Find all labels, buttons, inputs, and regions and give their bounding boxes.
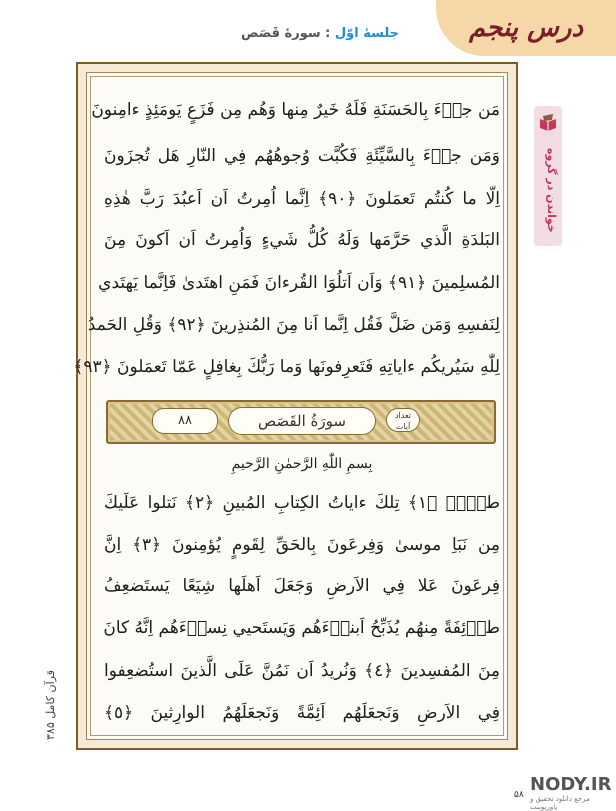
ayah-line: لِنَفسِهِ وَمَن ضَلَّ فَقُل اِنَّما اَنا مِنَ المُنذِرينَ ﴿٩٢﴾ وَقُلِ الحَمدُ — [87, 315, 500, 335]
ayah-line: طسۤمۤ ﴿١﴾ تِلكَ ءاياتُ الكِتابِ المُبينِ ﴿٢﴾ نَتلوا عَلَيكَ — [104, 493, 500, 513]
open-book-icon — [538, 112, 558, 132]
ayah-line: لِلّٰهِ سَيُريكُم ءاياتِهِ فَتَعرِفونَها وَما رَبُّكَ بِغافِلٍ عَمّا تَعمَلونَ ﴿٩٣﴾ — [73, 357, 500, 377]
lesson-title-tab — [436, 0, 616, 56]
page-number: ۵۸ — [514, 790, 524, 800]
watermark-logo — [530, 774, 612, 811]
surah-banner — [106, 400, 496, 444]
ayah-line: البَلدَةِ الَّذي حَرَّمَها وَلَهُ كُلُّ شَيءٍ وَاُمِرتُ اَن اَكونَ مِنَ — [104, 230, 500, 250]
group-reading-label: خواندن در گروه — [545, 147, 558, 233]
watermark-subtext: مرجع دانلود تحقیق و پاورپوینت — [530, 795, 590, 811]
watermark-text: NODY.IR — [530, 774, 612, 795]
group-reading-tab — [534, 106, 562, 246]
ayah-line: مِنَ المُفسِدينَ ﴿٤﴾ وَنُريدُ اَن نَمُنَّ عَلَى الَّذينَ استُضعِفوا — [104, 661, 500, 681]
surah-reference: سورهٔ قَصَص — [240, 26, 321, 41]
ayah-line: اِلّا ما كُنتُم تَعمَلونَ ﴿٩٠﴾ اِنَّما اُمِرتُ اَن اَعبُدَ رَبَّ هٰذِهِ — [104, 189, 500, 209]
ayat-count-label: تعداد آیات — [386, 408, 420, 432]
lesson-title: درس پنجم — [468, 13, 584, 43]
basmala: بِسمِ اللّٰهِ الرَّحمٰنِ الرَّحيمِ — [231, 456, 373, 472]
ayah-line: فِرعَونَ عَلا فِي الاَرضِ وَجَعَلَ اَهلَها شِيَعًا يَستَضعِفُ — [104, 576, 500, 596]
ayah-line: مَن جاۤءَ بِالحَسَنَةِ فَلَهُ خَيرٌ مِنها وَهُم مِن فَزَعٍ يَومَئِذٍ ءامِنونَ — [91, 100, 500, 120]
ayah-line: مِن نَبَاِ موسىٰ وَفِرعَونَ بِالحَقِّ لِقَومٍ يُؤمِنونَ ﴿٣﴾ اِنَّ — [104, 535, 500, 555]
session-name: جلسهٔ اوّل — [334, 26, 400, 41]
surah-name: سورَةُ القَصَص — [228, 407, 376, 435]
ayah-line: طاۤئِفَةً مِنهُم يُذَبِّحُ اَبناۤءَهُم وَيَستَحيي نِساۤءَهُم اِنَّهُ كانَ — [103, 618, 500, 638]
quran-page-frame — [73, 62, 518, 750]
ayah-line: المُسلِمينَ ﴿٩١﴾ وَاَن اَتلُوَا القُرءانَ فَمَنِ اهتَدىٰ فَاِنَّما يَهتَدي — [98, 273, 500, 293]
ayat-count: ۸۸ — [152, 408, 218, 434]
ayah-line: فِي الاَرضِ وَنَجعَلَهُم اَئِمَّةً وَنَجعَلَهُمُ الوارِثينَ ﴿٥﴾ — [104, 703, 500, 723]
side-footer-text: قرآن کامل ۳۸۵ — [44, 669, 57, 740]
session-separator: : — [320, 26, 335, 41]
session-label — [220, 26, 420, 41]
ayah-line: وَمَن جاۤءَ بِالسَّيِّئَةِ فَكُبَّت وُجوهُهُم فِي النّارِ هَل تُجزَونَ — [104, 146, 500, 166]
